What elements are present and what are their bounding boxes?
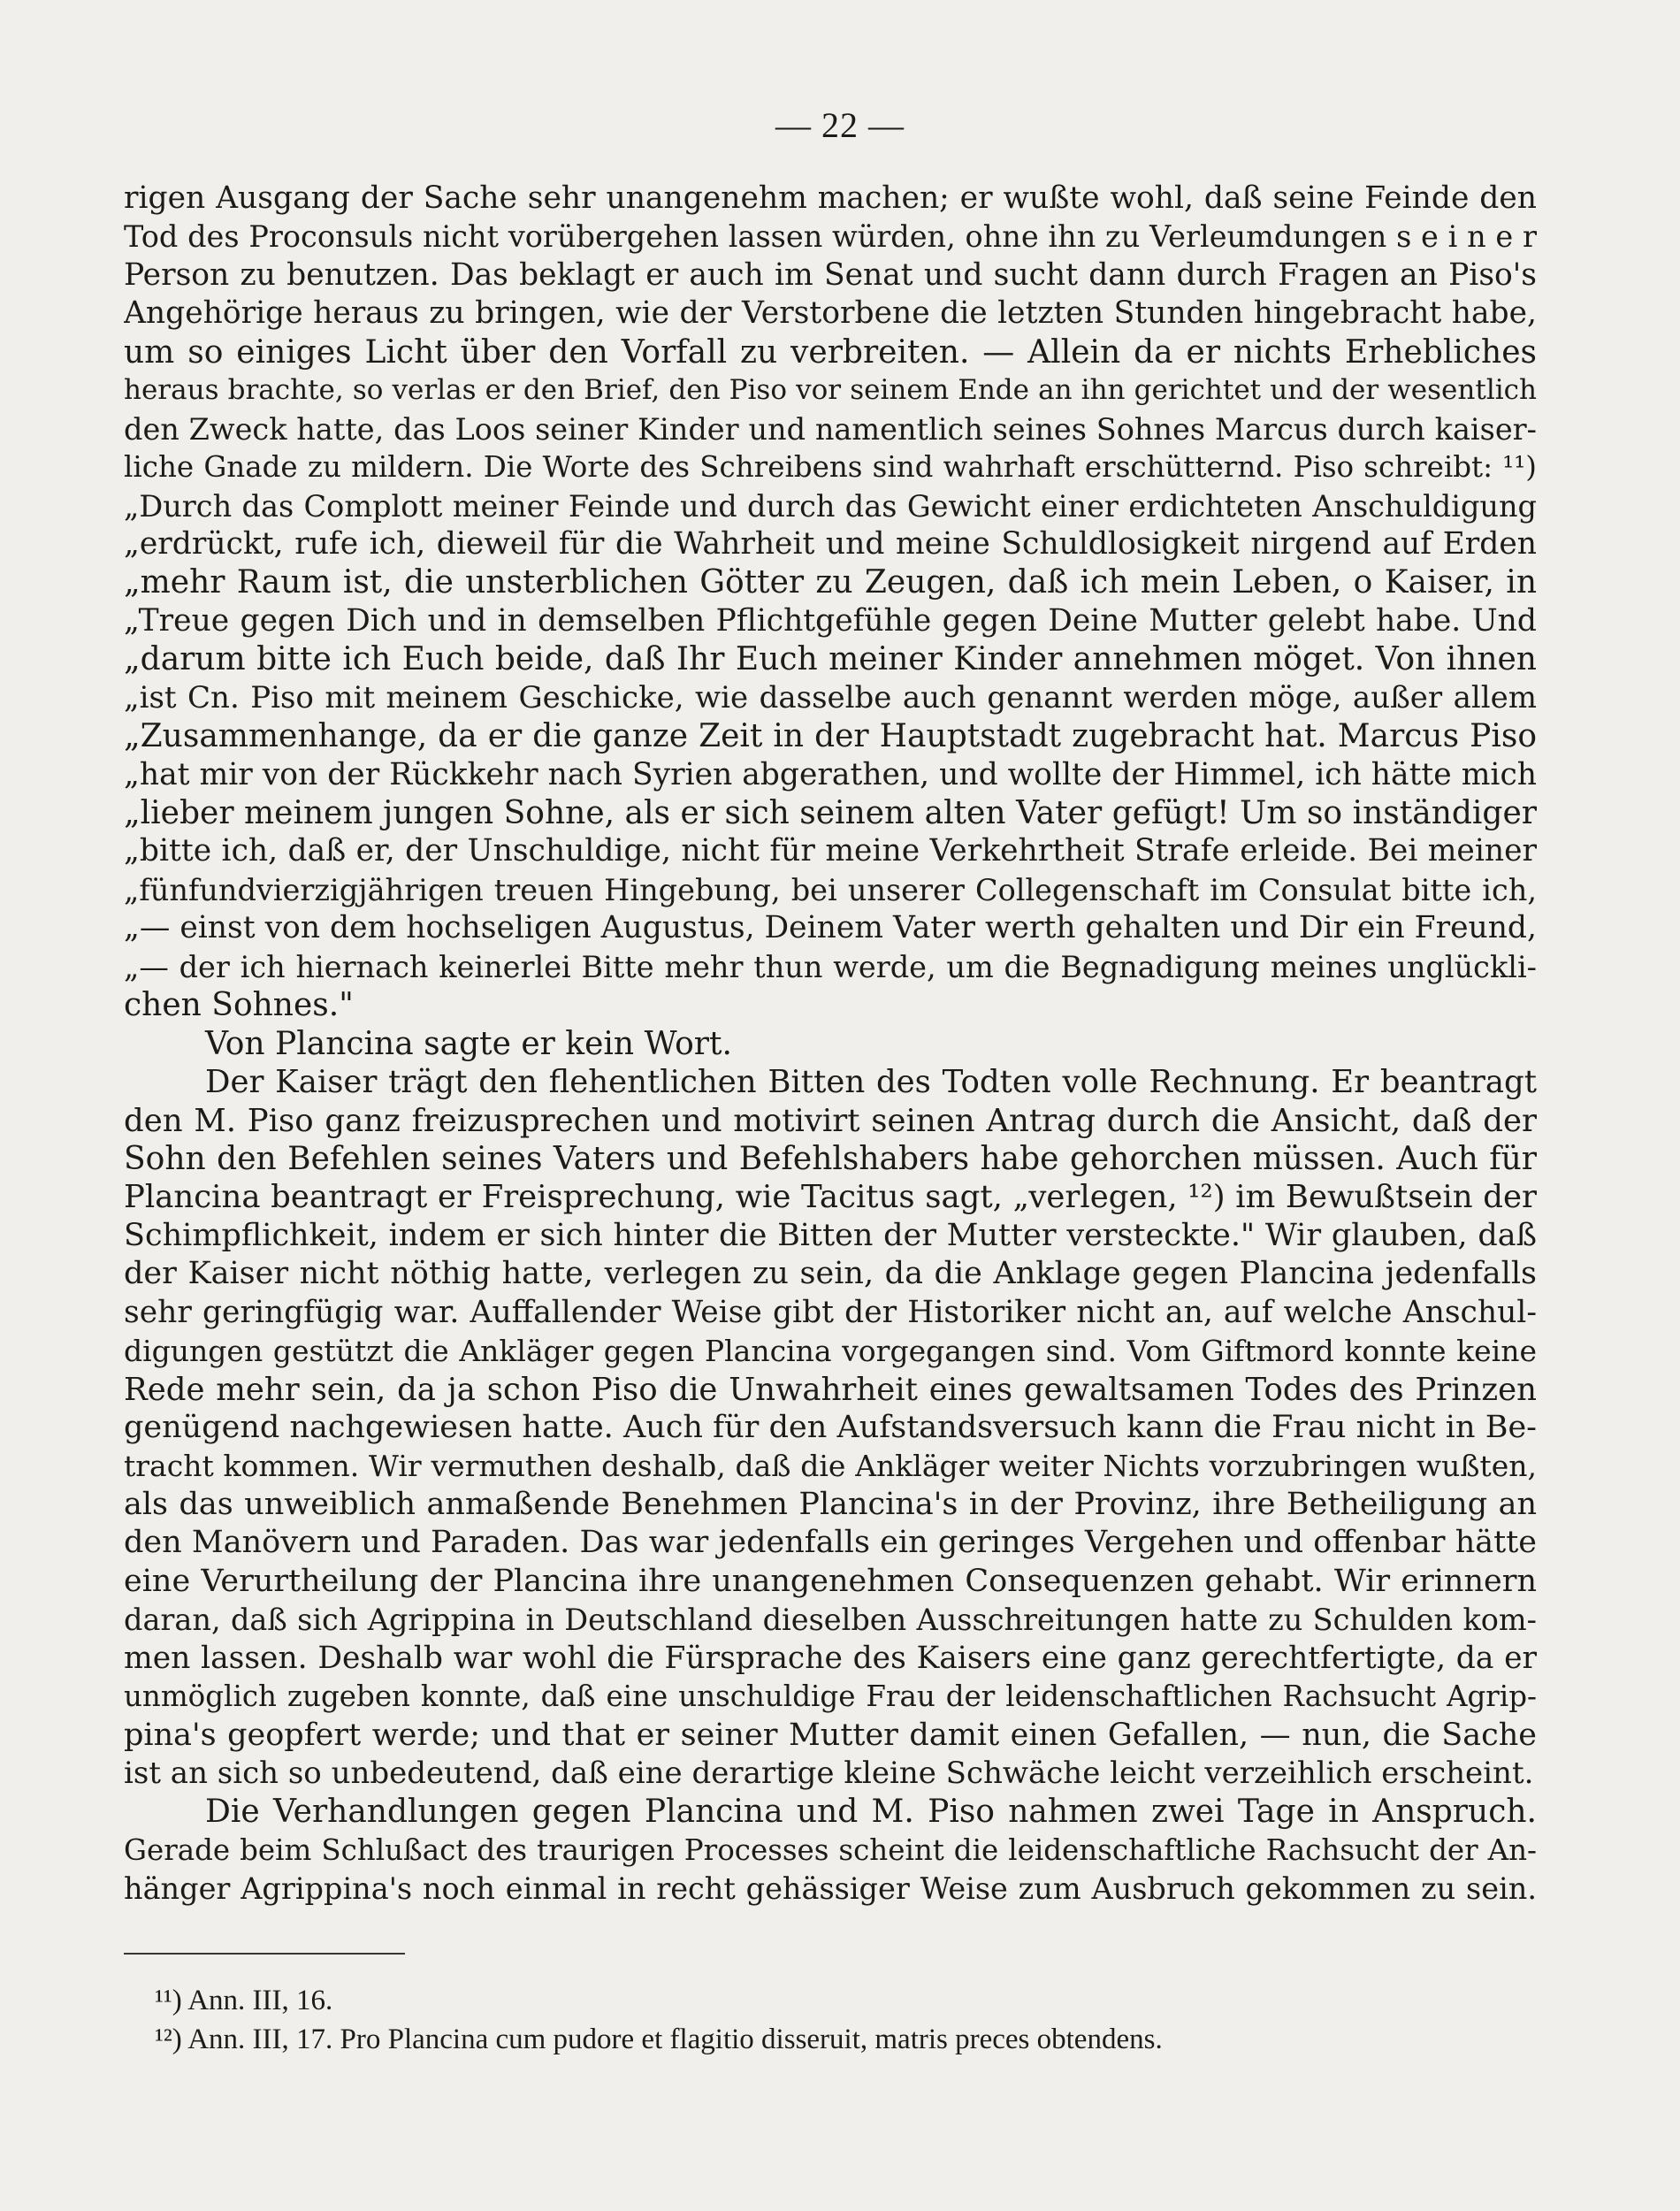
text-line: Schimpflichkeit, indem er sich hinter die Bitten der Mutter versteckte." Wir glauben, daß bbox=[124, 1217, 1537, 1253]
text-line: liche Gnade zu mildern. Die Worte des Schreibens sind wahrhaft erschütternd. Piso schreibt: ¹¹) bbox=[124, 450, 1537, 485]
text-line: „bitte ich, daß er, der Unschuldige, nicht für meine Verkehrtheit Strafe erleide. Bei meiner bbox=[124, 833, 1537, 869]
text-line: „darum bitte ich Euch beide, daß Ihr Euch meiner Kinder annehmen möget. Von ihnen bbox=[124, 641, 1537, 678]
text-line: pina's geopfert werde; und that er seiner Mutter damit einen Gefallen, — nun, die Sache bbox=[124, 1717, 1537, 1753]
text-line: daran, daß sich Agrippina in Deutschland dieselben Ausschreitungen hatte zu Schulden kom- bbox=[124, 1603, 1537, 1638]
text-line: tracht kommen. Wir vermuthen deshalb, daß die Ankläger weiter Nichts vorzubringen wußten, bbox=[124, 1449, 1537, 1484]
text-line: Tod des Proconsuls nicht vorübergehen lassen würden, ohne ihn zu Verleumdungen s e i n e r bbox=[124, 219, 1537, 255]
text-line: Rede mehr sein, da ja schon Piso die Unwahrheit eines gewaltsamen Todes des Prinzen bbox=[124, 1371, 1537, 1408]
text-line: ist an sich so unbedeutend, daß eine derartige kleine Schwäche leicht verzeihlich erscheint. bbox=[124, 1755, 1534, 1791]
footnote: ¹¹) Ann. III, 16. bbox=[155, 1985, 333, 2016]
text-line: Gerade beim Schlußact des traurigen Processes scheint die leidenschaftliche Rachsucht der An- bbox=[124, 1832, 1537, 1867]
paragraph-start-line: Die Verhandlungen gegen Plancina und M. Piso nahmen zwei Tage in Anspruch. bbox=[205, 1794, 1537, 1831]
text-line: „— der ich hiernach keinerlei Bitte mehr thun werde, um die Begnadigung meines unglückli- bbox=[124, 949, 1537, 984]
text-line: „Zusammenhange, da er die ganze Zeit in der Hauptstadt zugebracht hat. Marcus Piso bbox=[124, 718, 1537, 755]
text-line: chen Sohnes." bbox=[124, 987, 354, 1024]
text-line: Plancina beantragt er Freisprechung, wie Tacitus sagt, „verlegen, ¹²) im Bewußtsein der bbox=[124, 1179, 1537, 1216]
text-line: unmöglich zugeben konnte, daß eine unschuldige Frau der leidenschaftlichen Rachsucht Agrip- bbox=[124, 1679, 1537, 1714]
text-line: men lassen. Deshalb war wohl die Fürsprache des Kaisers eine ganz gerechtfertigte, da er bbox=[124, 1640, 1537, 1676]
text-line: der Kaiser nicht nöthig hatte, verlegen zu sein, da die Anklage gegen Plancina jedenfalls bbox=[124, 1256, 1537, 1292]
text-line: genügend nachgewiesen hatte. Auch für den Aufstandsversuch kann die Frau nicht in Be- bbox=[124, 1410, 1537, 1445]
text-line: „mehr Raum ist, die unsterblichen Götter zu Zeugen, daß ich mein Leben, o Kaiser, in bbox=[124, 564, 1537, 601]
text-line: „hat mir von der Rückkehr nach Syrien abgerathen, und wollte der Himmel, ich hätte mich bbox=[124, 756, 1537, 792]
text-line: den M. Piso ganz freizusprechen und motivirt seinen Antrag durch die Ansicht, daß der bbox=[124, 1102, 1537, 1139]
text-line: sehr geringfügig war. Auffallender Weise gibt der Historiker nicht an, auf welche Anschul- bbox=[124, 1294, 1537, 1330]
text-line: „Durch das Complott meiner Feinde und durch das Gewicht einer erdichteten Anschuldigung bbox=[124, 488, 1537, 524]
text-line: „— einst von dem hochseligen Augustus, Deinem Vater werth gehalten und Dir ein Freund, bbox=[124, 910, 1537, 946]
text-line: „ist Cn. Piso mit meinem Geschicke, wie dasselbe auch genannt werden möge, außer allem bbox=[124, 679, 1537, 715]
paragraph-start-line: Von Plancina sagte er kein Wort. bbox=[205, 1025, 732, 1062]
text-line: den Manövern und Paraden. Das war jedenfalls ein geringes Vergehen und offenbar hätte bbox=[124, 1525, 1537, 1561]
text-line: Sohn den Befehlen seines Vaters und Befehlshabers habe gehorchen müssen. Auch für bbox=[124, 1140, 1537, 1177]
footnote-divider bbox=[124, 1953, 405, 1955]
text-line: Angehörige heraus zu bringen, wie der Verstorbene die letzten Stunden hingebracht habe, bbox=[124, 295, 1537, 332]
page-number: — 22 — bbox=[775, 105, 905, 145]
text-line: heraus brachte, so verlas er den Brief, den Piso vor seinem Ende an ihn gerichtet und der wesentlich bbox=[124, 374, 1537, 407]
paragraph-start-line: Der Kaiser trägt den flehentlichen Bitten des Todten volle Rechnung. Er beantragt bbox=[205, 1064, 1537, 1101]
text-line: digungen gestützt die Ankläger gegen Plancina vorgegangen sind. Vom Giftmord konnte keine bbox=[124, 1334, 1537, 1369]
text-line: „lieber meinem jungen Sohne, als er sich seinem alten Vater gefügt! Um so inständiger bbox=[124, 795, 1537, 831]
footnotes bbox=[155, 1981, 1534, 2059]
text-line: rigen Ausgang der Sache sehr unangenehm machen; er wußte wohl, daß seine Feinde den bbox=[124, 180, 1537, 216]
text-line: Person zu benutzen. Das beklagt er auch im Senat und sucht dann durch Fragen an Piso's bbox=[124, 256, 1537, 293]
text-line: hänger Agrippina's noch einmal in recht gehässiger Weise zum Ausbruch gekommen zu sein. bbox=[124, 1871, 1537, 1907]
text-line: eine Verurtheilung der Plancina ihre unangenehmen Consequenzen gehabt. Wir erinnern bbox=[124, 1563, 1537, 1599]
text-line: „erdrückt, rufe ich, dieweil für die Wahrheit und meine Schuldlosigkeit nirgend auf Erden bbox=[124, 525, 1537, 562]
footnote: ¹²) Ann. III, 17. Pro Plancina cum pudore et flagitio disseruit, matris preces obtendens. bbox=[155, 2024, 1163, 2055]
text-line: um so einiges Licht über den Vorfall zu verbreiten. — Allein da er nichts Erhebliches bbox=[124, 333, 1537, 371]
text-line: als das unweiblich anmaßende Benehmen Plancina's in der Provinz, ihre Betheiligung an bbox=[124, 1486, 1537, 1522]
text-line: den Zweck hatte, das Loos seiner Kinder und namentlich seines Sohnes Marcus durch kaiser- bbox=[124, 411, 1537, 447]
body-text bbox=[124, 180, 1537, 1909]
text-line: „fünfundvierzigjährigen treuen Hingebung, bei unserer Collegenschaft im Consulat bitte ich, bbox=[124, 872, 1537, 907]
text-line: „Treue gegen Dich und in demselben Pflichtgefühle gegen Deine Mutter gelebt habe. Und bbox=[124, 602, 1537, 639]
